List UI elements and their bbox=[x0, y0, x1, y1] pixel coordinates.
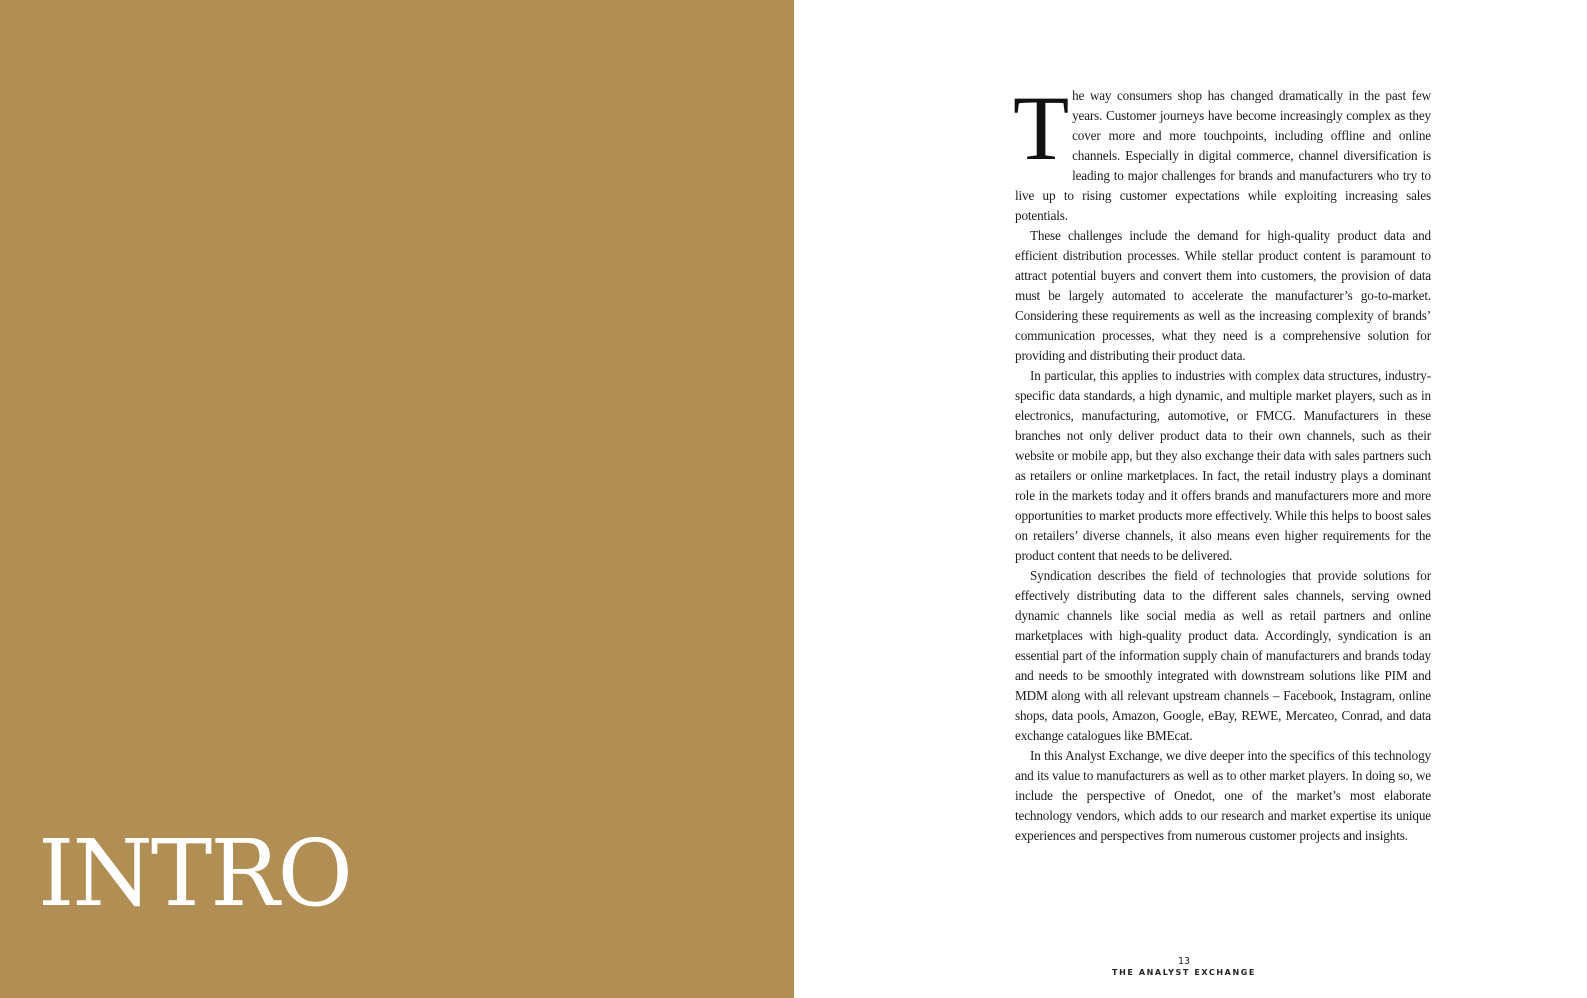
publication-title: THE ANALYST EXCHANGE bbox=[1112, 968, 1256, 977]
page-number: 13 bbox=[1177, 956, 1191, 967]
paragraph-1-text: he way consumers shop has changed dramatically in the past few years. Customer journeys have become increasingly complex as they cover more and more touchpoints, including offline and online channels. Especially in digital commerce, channel diversification is leading to major challenges for brands and manufacturers who try to live up to rising customer expectations while exploiting increasing sales potentials. bbox=[1015, 88, 1431, 223]
article-paragraph-2: These challenges include the demand for high-quality product data and efficient distribution processes. While stellar product content is paramount to attract potential buyers and convert them into customers, the provision of data must be largely automated to accelerate the manufacturer’s go-to-market. Considering these requirements as well as the increasing complexity of brands’ communication processes, what they need is a comprehensive solution for providing and distributing their product data. bbox=[1015, 228, 1431, 363]
article-body bbox=[1013, 77, 1431, 846]
right-page bbox=[794, 0, 1587, 998]
page-footer bbox=[984, 956, 1384, 979]
article-paragraph-3: In particular, this applies to industries with complex data structures, industry-specific data standards, a high dynamic, and multiple market players, such as in electronics, manufacturing, automotive, or FMCG. Manufacturers in these branches not only deliver product data to their own channels, such as their website or mobile app, but they also exchange their data with sales partners such as retailers or online marketplaces. In fact, the retail industry plays a dominant role in the markets today and it offers brands and manufacturers more and more opportunities to market products more effectively. While this helps to boost sales on retailers’ diverse channels, it also means even higher requirements for the product content that needs to be delivered. bbox=[1015, 368, 1431, 563]
article-paragraph-4: Syndication describes the field of technologies that provide solutions for effectively distributing data to the different sales channels, serving owned dynamic channels like social media as well as retail partners and online marketplaces with high-quality product data. Accordingly, syndication is an essential part of the information supply chain of manufacturers and brands today and needs to be smoothly integrated with downstream solutions like PIM and MDM along with all relevant upstream channels – Facebook, Instagram, online shops, data pools, Amazon, Google, eBay, REWE, Mercateo, Conrad, and data exchange catalogues like BMEcat. bbox=[1015, 568, 1431, 743]
article-paragraph-5: In this Analyst Exchange, we dive deeper into the specifics of this technology and its value to manufacturers as well as to other market players. In doing so, we include the perspective of Onedot, one of the market’s most elaborate technology vendors, which adds to our research and market expertise its unique experiences and perspectives from numerous customer projects and insights. bbox=[1015, 748, 1431, 843]
drop-cap: T bbox=[1013, 77, 1070, 179]
section-heading: INTRO bbox=[38, 820, 351, 927]
article-paragraph-1 bbox=[1013, 77, 1431, 226]
